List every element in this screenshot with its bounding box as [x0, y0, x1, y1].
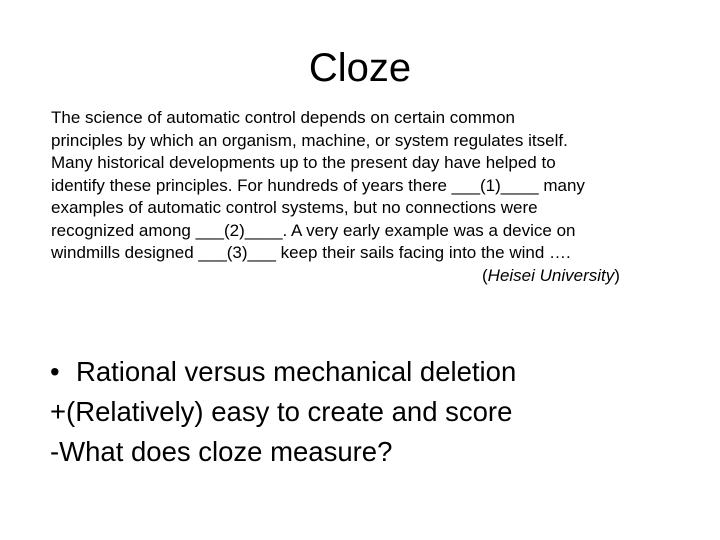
passage-line: examples of automatic control systems, but no connections were: [51, 198, 538, 217]
passage-line: principles by which an organism, machine, or system regulates itself.: [51, 130, 568, 150]
passage-line: windmills designed ___(3)___ keep their sails facing into the wind ….: [51, 243, 571, 262]
bullet-text: Rational versus mechanical deletion: [76, 356, 517, 387]
passage-line: Many historical developments up to the present day have helped to: [51, 153, 556, 172]
passage-citation: [51, 265, 715, 288]
bullet-point: [50, 352, 710, 392]
cloze-passage: [51, 107, 715, 287]
citation-source: Heisei University: [487, 265, 615, 285]
citation-close-paren: ): [614, 265, 620, 285]
slide-title: Cloze: [308, 46, 412, 90]
pro-point: +(Relatively) easy to create and score: [50, 396, 513, 427]
bullet-icon: •: [50, 356, 60, 387]
passage-line: recognized among ___(2)____. A very early example was a device on: [51, 220, 576, 240]
passage-line: identify these principles. For hundreds of years there ___(1)____ many: [51, 175, 585, 195]
citation-open-paren: (: [482, 265, 488, 285]
con-point: -What does cloze measure?: [50, 436, 393, 467]
discussion-points: [50, 352, 710, 472]
passage-line: The science of automatic control depends on certain common: [51, 108, 515, 127]
